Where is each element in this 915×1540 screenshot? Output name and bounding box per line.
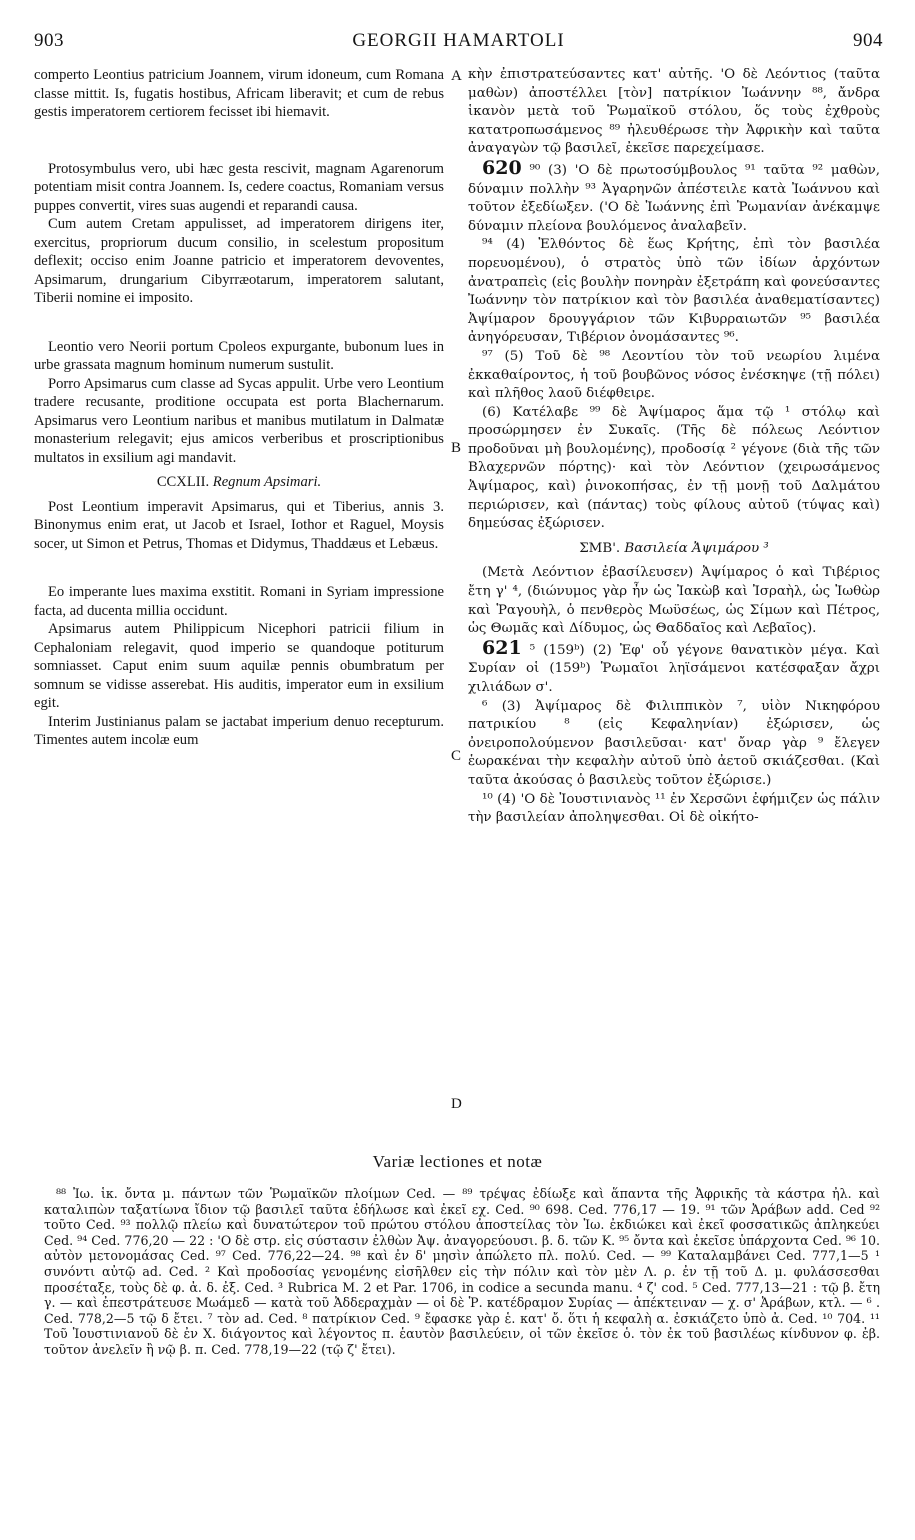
latin-heading-number: CCXLII. xyxy=(156,474,210,490)
notes-text: ⁸⁸ Ἰω. ἱκ. ὄντα μ. πάντων τῶν Ῥωμαϊκῶν πλοίμων Ced. — ⁸⁹ τρέψας ἐδίωξε καὶ ἅπαντα τῆς Ἀφρικῆς τὰ κάστρα ἠλ. καὶ καταλιπὼν ταξατίωνα ἴδιον τῷ βασιλεῖ ταῦτα ἐδήλωσε καὶ ἐκεῖ εχ. Ced. ⁹⁰ 698. Ced. 776,17 — 19. ⁹¹ τῶν Ἀράβων add. Ced ⁹² τοῦτο Ced. ⁹³ πολλῷ πλείω καὶ δυνατώτερον τοῦ πρώτου στόλου ἀποστείλας τὸν Ἰω. ἐκδιώκει καὶ ἐκεῖ φοσσατικῶς ἀπληκεύει Ced. ⁹⁴ Ced. 776,20 — 22 : 'Ο δὲ στρ. εἰς σύστασιν ἐλθὼν Ἀψ. ἀναγορεύουσι. β. δ. τῶν Κ. ⁹⁵ ὄντα καὶ ἐκεῖσε ὑπάρχοντα Ced. ⁹⁶ 10. αὐτὸν μετονομάσας Ced. ⁹⁷ Ced. 776,22—24. ⁹⁸ καὶ ἐν δ' μησὶν ἀπώλετο πλ. πολύ. Ced. — ⁹⁹ Καταλαμβάνει Ced. 777,1—5 ¹ συνόντι αὐτῷ ad. Ced. ² Καὶ προδοσίας γενομένης εἰσῆλθεν εἰς τὴν πόλιν καὶ τὸν μὲν Λ. ρ. ἐν τῇ τοῦ Δ. μ. φυλάσσεσθαι προσέταξε, τοὺς δὲ φ. ἀ. δ. ἐξ. Ced. ³ Rubrica M. 2 et Par. 1706, in codice a secunda manu. ⁴ ζ' cod. ⁵ Ced. 777,13—21 : τῷ β. ἔτη γ. — καὶ ἐπεστράτευσε Μωάμεδ — κατὰ τοῦ Ἀδδεραχμὰν — οἱ δὲ Ῥ. κατέδραμον Συρίας — ἀπέκτειναν — χ. σ' Ἀράβων, κτλ. — ⁶ . Ced. 778,2—5 τῷ δ ἔτει. ⁷ τὸν ad. Ced. ⁸ πατρίκιον Ced. ⁹ ἔφασκε γὰρ ἑ. κατ' ὄ. ὅτι ἡ κεφαλὴ α. ἐσκιάζετο ὑπὸ ἀ. Ced. ¹⁰ 704. ¹¹ Τοῦ Ἰουστινιανοῦ δὲ ἐν Χ. διάγοντος καὶ λέγοντος π. ἑαυτὸν βασιλεύειν, οἱ τῶν ἐκεῖσε ὁ. τὸν ἐκ τοῦ βασιλέως κίνδυνον φ. ἐβ. τοῦτον ἀνελεῖν ἢ νῷ β. π. Ced. 778,19—22 (τῷ ζ' ἔτει). xyxy=(44,1186,880,1357)
running-title: GEORGII HAMARTOLI xyxy=(352,30,565,51)
left-page-number: 903 xyxy=(34,30,64,51)
margin-marker-b: B xyxy=(451,440,462,456)
latin-column xyxy=(34,66,444,750)
greek-heading-title: Βασιλεία Ἀψιμάρου ³ xyxy=(624,540,769,556)
greek-paragraph: ¹⁰ (4) 'Ο δὲ Ἰουστινιανὸς ¹¹ ἐν Χερσῶνι ἐφήμιζεν ὡς πάλιν τὴν βασιλείαν ἀποληψεσθαι. Οἱ δὲ οἰκήτο- xyxy=(468,791,880,826)
notes-section xyxy=(44,1186,880,1358)
right-page-number: 904 xyxy=(853,30,883,51)
latin-paragraph: Porro Apsimarus cum classe ad Sycas appulit. Urbe vero Leontium tradere recusante, proditione occupata est porta Blachernarum. Apsimarus vero Leontium naribus et manibus mutilatum in Dalmatæ monasterium relegavit; ejus amicos verberibus et proscriptionibus multatos in exsilium agi mandavit. xyxy=(34,375,444,466)
greek-paragraph: ⁶ (3) Ἀψίμαρος δὲ Φιλιππικὸν ⁷, υἱὸν Νικηφόρου πατρικίου ⁸ (εἰς Κεφαληνίαν) ἐξώρισεν, ὡς ὀνειροπολούμενον βασιλεῦσαι· κατ' ὄναρ γὰρ ⁹ ἔλεγεν ἑωρακέναι τὴν κεφαλὴν αὐτοῦ ὑπὸ ἀετοῦ σκιάζεσθαι. (Καὶ ταῦτα ἀκούσας ὁ βασιλεὺς τοῦτον ἐξώρισε.) xyxy=(468,698,880,788)
greek-column xyxy=(468,66,880,828)
latin-section-heading xyxy=(34,473,444,492)
page-header xyxy=(34,30,883,58)
latin-paragraph: Leontio vero Neorii portum Cpoleos expurgante, bubonum lues in urbe grassata magnum hominum numerum sustulit. xyxy=(34,338,444,373)
section-number-621: 621 xyxy=(482,636,522,659)
latin-paragraph: Post Leontium imperavit Apsimarus, qui et Tiberius, annis 3. Binonymus enim erat, ut Jacob et Israel, Iothor et Raguel, Moysis socer, ut Simon et Petrus, Thomas et Didymus, Thaddæus et Lebæus. xyxy=(34,498,444,552)
latin-paragraph: Protosymbulus vero, ubi hæc gesta rescivit, magnam Agarenorum potentiam misit contra Joannem. Is, cedere coactus, Romaniam versus puppes convertit, vires suas augendi et reparandi causa. xyxy=(34,160,444,214)
margin-marker-c: C xyxy=(451,748,462,764)
greek-paragraph: ⁹⁰ (3) 'Ο δὲ πρωτοσύμβουλος ⁹¹ ταῦτα ⁹² μαθὼν, δύναμιν πολλὴν ⁹³ Ἀγαρηνῶν ἀπέστειλε κατὰ Ἰωάννου καὶ τοῦτον ἐξεδίωξεν. ('Ο δὲ Ἰωάννης ἐπὶ Ῥωμανίαν ἀνέκαμψε δύναμιν πλείονα βουλόμενος ἀναλαβεῖν. xyxy=(468,162,880,234)
greek-paragraph: ⁹⁷ (5) Τοῦ δὲ ⁹⁸ Λεοντίου τὸν τοῦ νεωρίου λιμένα ἐκκαθαίροντος, ἡ τοῦ βουβῶνος νόσος ἐνέσκηψε (τῇ πόλει) καὶ πλῆθος λαοῦ διέφθειρε. xyxy=(468,348,880,402)
greek-paragraph: ⁵ (159ᵇ) (2) Ἐφ' οὗ γέγονε θανατικὸν μέγα. Καὶ Συρίαν οἱ (159ᵇ) Ῥωμαῖοι ληϊσάμενοι κατέσφαξαν ἄχρι χιλιάδων σ'. xyxy=(468,642,880,695)
greek-paragraph: κὴν ἐπιστρατεύσαντες κατ' αὐτῆς. 'Ο δὲ Λεόντιος (ταῦτα μαθὼν) ἀποστέλλει [τὸν] πατρίκιον Ἰωάννην ⁸⁸, ἄνδρα ἱκανὸν μετὰ τοῦ Ῥωμαϊκοῦ στόλου, ὅς τοὺς ἐχθροὺς κατατροπωσάμενος ⁸⁹ ἠλευθέρωσε τὴν Ἀφρικὴν καὶ ταῦτα ἀναγαγὼν τῷ βασιλεῖ, ἐκεῖσε παρεχείμασε. xyxy=(468,67,880,157)
greek-paragraph: (6) Κατέλαβε ⁹⁹ δὲ Ἀψίμαρος ἅμα τῷ ¹ στόλῳ καὶ προσώρμησεν ἐν Συκαῖς. (Τῆς δὲ πόλεως Λεόντιον προδοῦναι μὴ βουλομένης), προδοσίᾳ ² γέγονε (διὰ τῆς τῶν Βλαχερνῶν πόρτης)· καὶ τὸν Λεόντιον (χειρωσάμενος Ἀψίμαρος, καὶ) ῥινοκοπήσας, ἐν τῇ μονῇ τοῦ Δαλμάτου περιώρισεν, καὶ (πάντας) τοὺς φίλους αὐτοῦ (τύψας καὶ) δημεύσας ἐξώρισεν. xyxy=(468,404,880,532)
greek-section-heading xyxy=(468,540,880,559)
greek-paragraph: (Μετὰ Λεόντιον ἐβασίλευσεν) Ἀψίμαρος ὁ καὶ Τιβέριος ἔτη γ' ⁴, (διώνυμος γὰρ ἦν ὡς Ἰακὼβ καὶ Ἰσραὴλ, ὡς Ἰωθὼρ καὶ Ῥαγουὴλ, ὁ πενθερὸς Μωϋσέως, ὡς Σίμων καὶ Πέτρος, ὡς Θωμᾶς καὶ Δίδυμος, ὡς Θαδδαῖος καὶ Λεβαῖος). xyxy=(468,565,880,637)
margin-marker-a: A xyxy=(451,68,462,84)
section-number-620: 620 xyxy=(482,156,522,179)
latin-heading-title: Regnum Apsimari. xyxy=(212,474,322,490)
greek-heading-number: ΣΜΒ'. xyxy=(579,540,621,556)
latin-paragraph: Cum autem Cretam appulisset, ad imperatorem dirigens iter, exercitus, propriorum ducum consilio, in scelestum propositum deflexit; occiso enim Joanne patricio et imperatorem devoventes, Apsimarum, drungarium Cibyrræotarum, imperatorem salutant, Tiberii nomine ei imposito. xyxy=(34,216,444,306)
greek-paragraph: ⁹⁴ (4) Ἐλθόντος δὲ ἕως Κρήτης, ἐπὶ τὸν βασιλέα πορευομένου), ὁ στρατὸς ὑπὸ τῶν ἰδίων ἀρχόντων ἀνατραπεὶς (εἰς βουλὴν πονηρὰν ἐξετράπη καὶ φονεύσαντες Ἰωάννην τὸν πατρίκιον καὶ τὸν βασιλέα ἀναθεματίσαντες) Ἀψίμαρον δρουγγάριον τῶν Κιβυρραιωτῶν ⁹⁵ βασιλέα ἀνηγόρευσαν, Τιβέριον ὀνομάσαντες ⁹⁶. xyxy=(468,237,880,346)
latin-paragraph: Apsimarus autem Philippicum Nicephori patricii filium in Cephaloniam relegavit, quod imperio se quandoque potiturum somniasset. Caput enim suum aquilæ pennis obumbratum per somnum se vidisse asserebat. His auditis, imperator eum in exsilium egit. xyxy=(34,621,444,711)
margin-marker-d: D xyxy=(451,1096,462,1112)
latin-paragraph: comperto Leontius patricium Joannem, virum idoneum, cum Romana classe mittit. Is, fugatis hostibus, Africam liberavit; et cum de rebus gestis imperatorem certiorem fecisset ibi hiemavit. xyxy=(34,67,444,120)
latin-paragraph: Interim Justinianus palam se jactabat imperium denuo recepturum. Timentes autem incolæ eum xyxy=(34,713,444,748)
notes-title: Variæ lectiones et notæ xyxy=(372,1152,543,1171)
latin-paragraph: Eo imperante lues maxima exstitit. Romani in Syriam impressione facta, ad ducenta millia occidunt. xyxy=(34,584,444,619)
